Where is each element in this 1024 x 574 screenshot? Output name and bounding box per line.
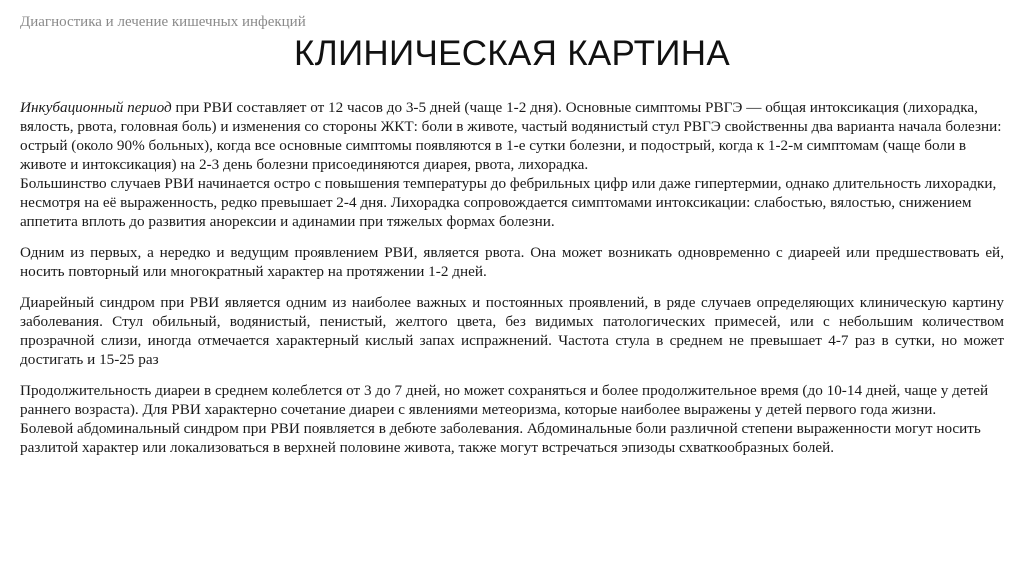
paragraph-diarrhea-duration: Продолжительность диареи в среднем колеблется от 3 до 7 дней, но может сохраняться и более продолжительное время (до 10-14 дней, чаще у детей раннего возраста). Для РВИ характерно сочетание диареи с явлениями метеоризма, которые наиболее выражены у детей первого года жизни.: [20, 382, 989, 418]
paragraph-vomiting: Одним из первых, а нередко и ведущим проявлением РВИ, является рвота. Она может возникать одновременно с диареей или предшествовать ей, носить повторный или многократный характер на протяжении 1-2 дней.: [20, 244, 1004, 280]
slide-title: КЛИНИЧЕСКАЯ КАРТИНА: [294, 34, 730, 73]
term-incubation-period: Инкубационный период: [20, 99, 172, 116]
paragraph-diarrhea: Диарейный синдром при РВИ является одним из наиболее важных и постоянных проявлений, в ряде случаев определяющих клиническую картину заболевания. Стул обильный, водянистый, пенистый, желтого цвета, без видимых патологических примесей, или с небольшим количеством прозрачной слизи, иногда отмечается характерный кислый запах испражнений. Частота стула в среднем не превышает 4-7 раз в сутки, но может достигать и 15-25 раз: [20, 294, 1004, 368]
slide-subtitle: Диагностика и лечение кишечных инфекций: [20, 14, 306, 30]
paragraph-incubation: [20, 98, 1004, 174]
paragraph-incubation-text: при РВИ составляет от 12 часов до 3-5 дней (чаще 1-2 дня). Основные симптомы РВГЭ — общая интоксикация (лихорадка, вялость, рвота, головная боль) и изменения со стороны ЖКТ: боли в животе, частый водянистый стул РВГЭ свойственны два варианта начала болезни: острый (около 90% больных), когда все основные симптомы появляются в 1-е сутки болезни, и подострый, когда к 1-2-м симптомам (чаще боли в животе и интоксикация) на 2-3 день болезни присоединяются диарея, рвота, лихорадка.: [20, 99, 1002, 173]
paragraph-abdominal-pain: Болевой абдоминальный синдром при РВИ появляется в дебюте заболевания. Абдоминальные боли различной степени выраженности могут носить разлитой характер или локализоваться в верхней половине живота, также могут встречаться эпизоды схваткообразных болей.: [20, 420, 981, 456]
slide-body: [20, 98, 1004, 457]
paragraph-fever: Большинство случаев РВИ начинается остро с повышения температуры до фебрильных цифр или даже гипертермии, однако длительность лихорадки, несмотря на её выраженность, редко превышает 2-4 дня. Лихорадка сопровождается симптомами интоксикации: слабостью, вялостью, снижением аппетита вплоть до развития анорексии и адинамии при тяжелых формах болезни.: [20, 175, 997, 230]
